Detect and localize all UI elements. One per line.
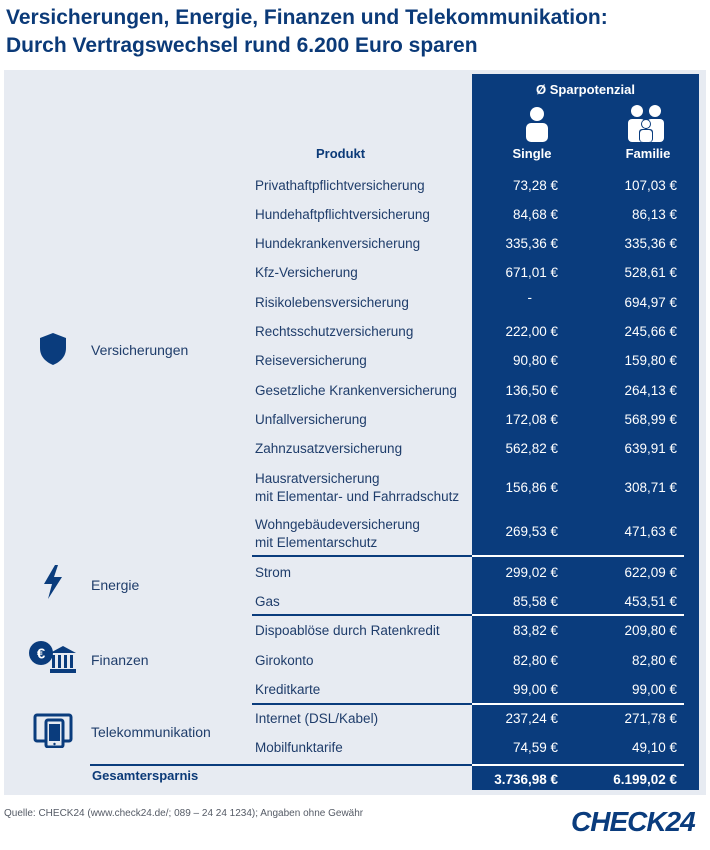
single-value: 84,68 € <box>512 207 558 222</box>
product-line-2: mit Elementar- und Fahrradschutz <box>255 489 460 504</box>
familie-value: 82,80 € <box>631 653 677 668</box>
familie-value: 335,36 € <box>624 236 677 251</box>
single-value: 671,01 € <box>505 265 558 280</box>
familie-value: 622,09 € <box>624 565 677 580</box>
total-single: 3.736,98 € <box>494 772 558 787</box>
product-zahnzusatz: Zahnzusatzversicherung <box>255 441 403 456</box>
product-hundekranken: Hundekrankenversicherung <box>255 236 421 251</box>
product-gas: Gas <box>255 594 280 609</box>
product-privathaftpflicht: Privathaftpflichtversicherung <box>255 178 425 193</box>
product-line-1: Hausratversicherung <box>255 471 380 486</box>
single-value: 90,80 € <box>512 353 558 368</box>
familie-value: 528,61 € <box>624 265 677 280</box>
single-value: 83,82 € <box>512 623 558 638</box>
single-value: 82,80 € <box>512 653 558 668</box>
family-icon <box>626 104 666 142</box>
familie-value: 107,03 € <box>624 178 677 193</box>
single-value: 74,59 € <box>512 740 558 755</box>
single-value: 237,24 € <box>505 711 558 726</box>
familie-header: Familie <box>625 146 671 161</box>
section-divider <box>252 614 472 616</box>
page-title <box>6 4 706 60</box>
familie-value: 308,71 € <box>624 480 677 495</box>
familie-value: 694,97 € <box>624 295 677 310</box>
single-value: 156,86 € <box>505 480 558 495</box>
single-value: 335,36 € <box>505 236 558 251</box>
single-value: 299,02 € <box>505 565 558 580</box>
title-line-1: Versicherungen, Energie, Finanzen und Telekommunikation: <box>6 6 608 29</box>
category-versicherungen: Versicherungen <box>91 342 189 358</box>
source-note: Quelle: CHECK24 (www.check24.de/; 089 – 24 24 1234); Angaben ohne Gewähr <box>4 808 364 819</box>
single-value: 136,50 € <box>505 383 558 398</box>
single-value: 99,00 € <box>512 682 558 697</box>
product-line-2: mit Elementarschutz <box>255 535 378 550</box>
familie-value: 99,00 € <box>631 682 677 697</box>
total-divider <box>472 764 684 766</box>
product-mobilfunk: Mobilfunktarife <box>255 740 343 755</box>
single-value: 222,00 € <box>505 324 558 339</box>
title-line-2: Durch Vertragswechsel rund 6.200 Euro sparen <box>6 34 478 57</box>
single-value: 73,28 € <box>512 178 558 193</box>
product-dispo: Dispoablöse durch Ratenkredit <box>255 623 440 638</box>
total-label: Gesamtersparnis <box>92 768 199 783</box>
total-familie: 6.199,02 € <box>613 772 677 787</box>
section-divider <box>472 703 684 705</box>
single-person-icon <box>522 106 552 142</box>
category-energie: Energie <box>91 577 140 593</box>
product-line-1: Wohngebäudeversicherung <box>255 517 420 532</box>
section-divider <box>252 703 472 705</box>
product-wohngebaeude <box>255 516 420 552</box>
product-kreditkarte: Kreditkarte <box>255 682 321 697</box>
familie-value: 271,78 € <box>624 711 677 726</box>
devices-icon <box>33 712 77 748</box>
produkt-header: Produkt <box>316 146 366 161</box>
familie-value: 568,99 € <box>624 412 677 427</box>
shield-icon <box>39 332 67 366</box>
single-value: 85,58 € <box>512 594 558 609</box>
familie-value: 639,91 € <box>624 441 677 456</box>
single-value: - <box>527 290 532 305</box>
familie-value: 471,63 € <box>624 524 677 539</box>
product-internet: Internet (DSL/Kabel) <box>255 711 379 726</box>
single-value: 562,82 € <box>505 441 558 456</box>
familie-value: 453,51 € <box>624 594 677 609</box>
sparpotenzial-header: Ø Sparpotenzial <box>536 82 635 97</box>
product-girokonto: Girokonto <box>255 653 314 668</box>
check24-logo: CHECK24 <box>571 806 695 837</box>
product-unfall: Unfallversicherung <box>255 412 367 427</box>
product-hausrat <box>255 470 459 506</box>
familie-value: 264,13 € <box>624 383 677 398</box>
familie-value: 159,80 € <box>624 353 677 368</box>
single-header: Single <box>512 146 552 161</box>
category-telekommunikation: Telekommunikation <box>91 724 211 740</box>
single-value: 269,53 € <box>505 524 558 539</box>
total-divider <box>90 764 472 766</box>
product-reise: Reiseversicherung <box>255 353 367 368</box>
category-finanzen: Finanzen <box>91 652 149 668</box>
lightning-icon <box>42 564 64 600</box>
section-divider <box>472 555 684 557</box>
product-gkv: Gesetzliche Krankenversicherung <box>255 383 457 398</box>
familie-value: 86,13 € <box>631 207 677 222</box>
familie-value: 49,10 € <box>631 740 677 755</box>
svg-text:€: € <box>36 645 46 663</box>
familie-value: 245,66 € <box>624 324 677 339</box>
product-hundehaftpflicht: Hundehaftpflichtversicherung <box>255 207 430 222</box>
product-rechtsschutz: Rechtsschutzversicherung <box>255 324 414 339</box>
product-strom: Strom <box>255 565 292 580</box>
section-divider <box>472 614 684 616</box>
familie-value: 209,80 € <box>624 623 677 638</box>
product-kfz: Kfz-Versicherung <box>255 265 358 280</box>
section-divider <box>252 555 472 557</box>
bank-euro-icon <box>28 638 76 674</box>
single-value: 172,08 € <box>505 412 558 427</box>
product-risikoleben: Risikolebensversicherung <box>255 295 409 310</box>
